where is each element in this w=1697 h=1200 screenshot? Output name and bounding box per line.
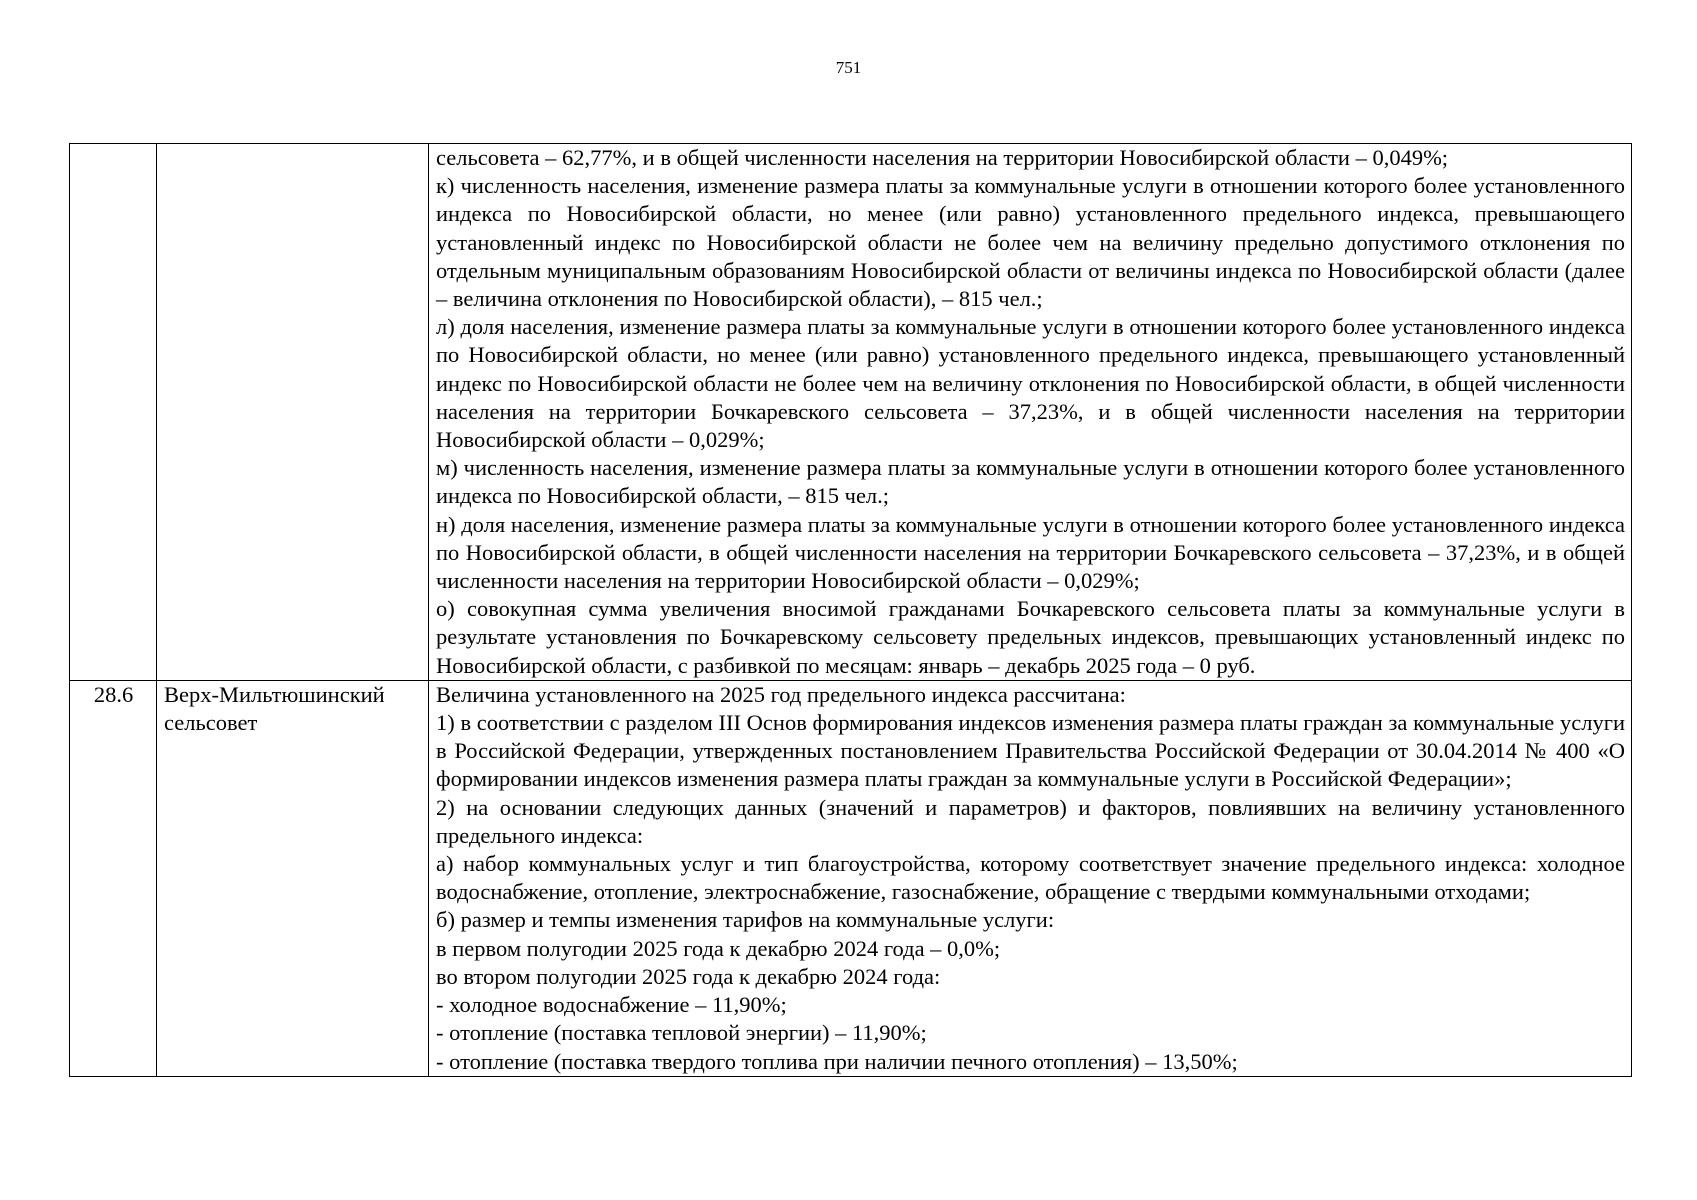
paragraph: Величина установленного на 2025 год предельного индекса рассчитана: [436,681,1126,707]
row-number [70,144,157,681]
paragraph: м) численность населения, изменение размера платы за коммунальные услуги в отношении которого более установленного индекса по Новосибирской области, – 815 чел.; [436,455,1625,509]
paragraph: к) численность населения, изменение размера платы за коммунальные услуги в отношении которого более установленного индекса по Новосибирской области, но менее (или равно) установленного предельного индекса, превышающего установленный индекс по Новосибирской области не более чем на величину предельно допустимого отклонения по отдельным муниципальным образованиям Новосибирской области от величины индекса по Новосибирской области (далее – величина отклонения по Новосибирской области), – 815 чел.; [436,173,1625,312]
document-table [69,143,1632,1077]
row-content [429,144,1632,681]
paragraph: о) совокупная сумма увеличения вносимой гражданами Бочкаревского сельсовета платы за коммунальные услуги в результате установления по Бочкаревскому сельсовету предельных индексов, превышающих установленный индекс по Новосибирской области, с разбивкой по месяцам: январь – декабрь 2025 года – 0 руб. [436,596,1625,678]
municipality-name [157,144,429,681]
table-row [70,680,1632,1076]
paragraph: б) размер и темпы изменения тарифов на коммунальные услуги: [436,907,1055,933]
municipality-name: Верх-Мильтюшинский сельсовет [157,680,429,1076]
table-row [70,144,1632,681]
paragraph: в первом полугодии 2025 года к декабрю 2024 года – 0,0%; [436,935,1001,961]
row-number: 28.6 [70,680,157,1076]
page-number: 751 [835,58,862,77]
paragraph: сельсовета – 62,77%, и в общей численности населения на территории Новосибирской области – 0,049%; [436,145,1449,170]
paragraph: 1) в соответствии с разделом III Основ формирования индексов изменения размера платы граждан за коммунальные услуги в Российской Федерации, утвержденных постановлением Правительства Российской Федерации от 30.04.2014 № 400 «О формировании индексов изменения размера платы граждан за коммунальные услуги в Российской Федерации»; [436,710,1625,792]
paragraph: 2) на основании следующих данных (значений и параметров) и факторов, повлиявших на величину установленного предельного индекса: [436,794,1625,848]
row-content [429,680,1632,1076]
paragraph: н) доля населения, изменение размера платы за коммунальные услуги в отношении которого более установленного индекса по Новосибирской области, в общей численности населения на территории Бочкаревского сельсовета – 37,23%, и в общей численности населения на территории Новосибирской области – 0,029%; [436,511,1625,594]
paragraph: - отопление (поставка тепловой энергии) – 11,90%; [436,1020,927,1046]
paragraph: л) доля населения, изменение размера платы за коммунальные услуги в отношении которого более установленного индекса по Новосибирской области, но менее (или равно) установленного предельного индекса, превышающего установленный индекс по Новосибирской области не более чем на величину отклонения по Новосибирской области, в общей численности населения на территории Бочкаревского сельсовета – 37,23%, и в общей численности населения на территории Новосибирской области – 0,029%; [436,314,1625,453]
paragraph: - холодное водоснабжение – 11,90%; [436,992,787,1018]
paragraph: во втором полугодии 2025 года к декабрю 2024 года: [436,963,941,989]
paragraph: - отопление (поставка твердого топлива при наличии печного отопления) – 13,50%; [436,1048,1238,1074]
paragraph: а) набор коммунальных услуг и тип благоустройства, которому соответствует значение предельного индекса: холодное водоснабжение, отопление, электроснабжение, газоснабжение, обращение с твердыми коммунальными отходами; [436,851,1625,905]
